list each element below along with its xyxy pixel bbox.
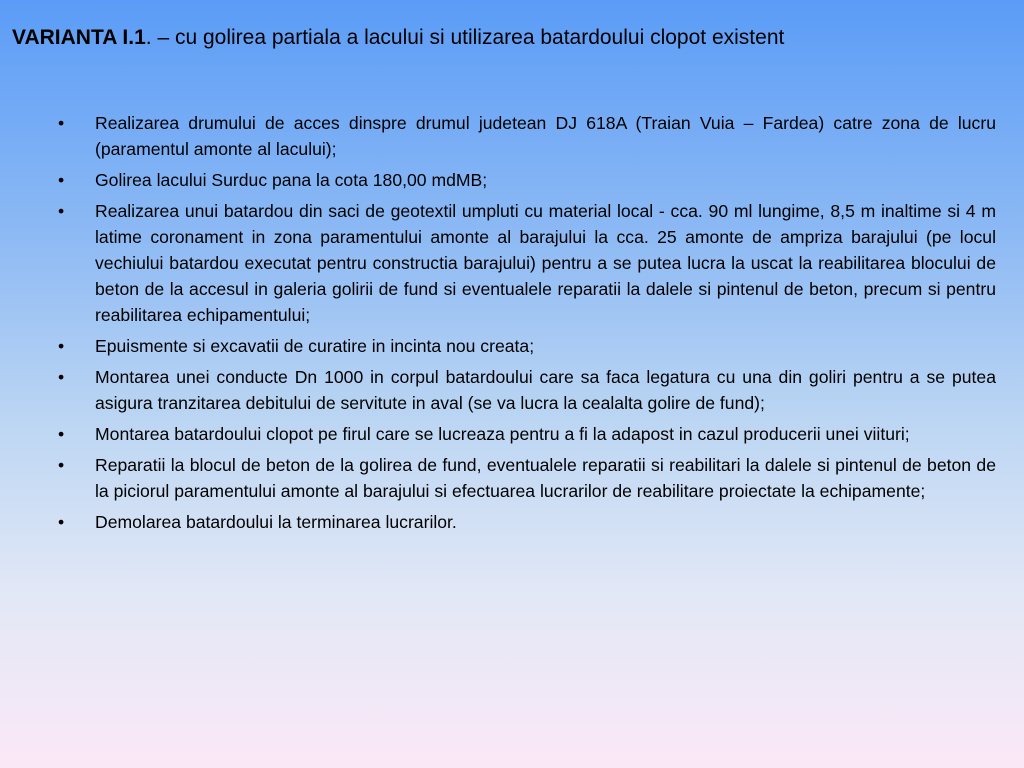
slide-title bbox=[12, 24, 1012, 52]
title-variant-label: VARIANTA I.1 bbox=[12, 26, 146, 49]
bullet-item-cofferdam-build: • Realizarea unui batardou din saci de geotextil umpluti cu material local - cca. 90 ml lungime, 8,5 m inaltime si 4 m latime coronament in zona paramentului amonte al barajului la cca. 25 amonte de ampriza barajului (pe locul vechiului batardou executat pentru constructia barajului) pentru a se putea lucra la uscat la reabilitarea blocului de beton de la accesul in galeria golirii de fund si eventualele reparatii la dalele si pintenul de beton, precum si pentru reabilitarea echipamentului; bbox=[58, 198, 996, 328]
bullet-item-lake-drain: • Golirea lacului Surduc pana la cota 180,00 mdMB; bbox=[58, 167, 996, 193]
bullet-item-pipe-install: • Montarea unei conducte Dn 1000 in corpul batardoului care sa faca legatura cu una din goliri pentru a se putea asigura tranzitarea debitului de servitute in aval (se va lucra la cealalta golire de fund); bbox=[58, 364, 996, 416]
works-bullet-list bbox=[58, 110, 996, 540]
bullet-item-access-road: • Realizarea drumului de acces dinspre drumul judetean DJ 618A (Traian Vuia – Fardea) catre zona de lucru (paramentul amonte al lacului); bbox=[58, 110, 996, 162]
title-description: . – cu golirea partiala a lacului si utilizarea batardoului clopot existent bbox=[145, 26, 785, 49]
bullet-item-dewatering: • Epuismente si excavatii de curatire in incinta nou creata; bbox=[58, 333, 996, 359]
bullet-item-demolition: • Demolarea batardoului la terminarea lucrarilor. bbox=[58, 509, 996, 535]
bullet-item-bell-cofferdam: • Montarea batardoului clopot pe firul care se lucreaza pentru a fi la adapost in cazul producerii unei viituri; bbox=[58, 421, 996, 447]
bullet-item-repairs: • Reparatii la blocul de beton de la golirea de fund, eventualele reparatii si reabilitari la dalele si pintenul de beton de la piciorul paramentului amonte al barajului si efectuarea lucrarilor de reabilitare proiectate la echipamente; bbox=[58, 452, 996, 504]
